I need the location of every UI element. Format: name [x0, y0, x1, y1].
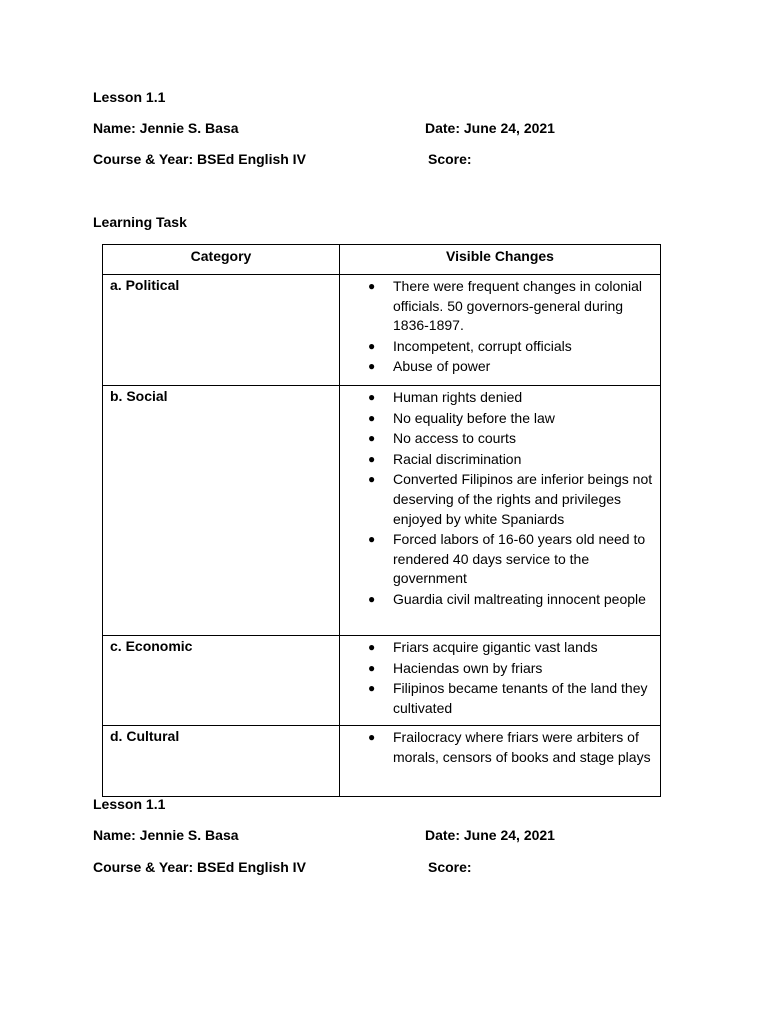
category-cell: a. Political	[103, 275, 340, 386]
list-item: ● Converted Filipinos are inferior beings not deserving of the rights and privileges enjoyed by white Spaniards	[368, 471, 653, 527]
section-title: Learning Task	[93, 214, 187, 230]
visible-changes-column-header: Visible Changes	[340, 245, 661, 275]
table-row-cultural	[103, 726, 661, 797]
changes-cell	[340, 726, 661, 797]
list-item: ● No equality before the law	[340, 409, 654, 429]
course-year-repeat: Course & Year: BSEd English IV	[93, 859, 306, 875]
changes-cell	[340, 636, 661, 726]
bullet-icon: ●	[368, 640, 376, 654]
learning-task-table	[102, 244, 661, 797]
list-item: ● Forced labors of 16-60 years old need to rendered 40 days service to the government	[368, 531, 646, 587]
bullet-icon: ●	[368, 681, 376, 696]
changes-cell	[340, 386, 661, 636]
bullet-icon: ●	[368, 279, 376, 293]
bullet-icon: ●	[368, 431, 376, 446]
bullet-icon: ●	[368, 660, 376, 675]
category-cell: b. Social	[103, 386, 340, 636]
changes-list	[340, 728, 654, 767]
category-cell: d. Cultural	[103, 726, 340, 797]
list-item: ● Guardia civil maltreating innocent people	[340, 590, 654, 610]
bullet-icon: ●	[368, 338, 376, 353]
table-row-economic	[103, 636, 661, 726]
bullet-icon: ●	[368, 532, 376, 547]
bullet-icon: ●	[368, 591, 376, 606]
list-item: ● Racial discrimination	[340, 450, 654, 470]
changes-list	[340, 277, 654, 377]
list-item: ● Haciendas own by friars	[340, 659, 654, 679]
list-item: ● Frailocracy where friars were arbiters of morals, censors of books and stage plays	[368, 729, 651, 765]
submission-date-repeat: Date: June 24, 2021	[425, 827, 555, 843]
changes-cell	[340, 275, 661, 386]
list-item: ● No access to courts	[340, 429, 654, 449]
lesson-title: Lesson 1.1	[93, 89, 166, 105]
table-row-social	[103, 386, 661, 636]
list-item: ● Abuse of power	[340, 357, 654, 377]
changes-list	[340, 388, 654, 610]
submission-date: Date: June 24, 2021	[425, 120, 555, 136]
list-item: ● Human rights denied	[340, 388, 654, 408]
table-row-political	[103, 275, 661, 386]
list-item: ● Incompetent, corrupt officials	[340, 337, 654, 357]
bullet-icon: ●	[368, 472, 376, 487]
score-label: Score:	[428, 151, 472, 167]
category-column-header: Category	[103, 245, 340, 275]
list-item: ● Filipinos became tenants of the land they cultivated	[368, 680, 648, 716]
list-item: ● There were frequent changes in colonial officials. 50 governors-general during 1836-1897.	[368, 278, 643, 334]
category-cell: c. Economic	[103, 636, 340, 726]
course-year: Course & Year: BSEd English IV	[93, 151, 306, 167]
list-item: ● Friars acquire gigantic vast lands	[340, 638, 654, 658]
bullet-icon: ●	[368, 410, 376, 425]
bullet-icon: ●	[368, 390, 376, 404]
bullet-icon: ●	[368, 730, 376, 745]
bullet-icon: ●	[368, 359, 376, 374]
changes-list	[340, 638, 654, 718]
student-name: Name: Jennie S. Basa	[93, 120, 239, 136]
bullet-icon: ●	[368, 451, 376, 466]
student-name-repeat: Name: Jennie S. Basa	[93, 827, 239, 843]
table-header-row	[103, 245, 661, 275]
score-label-repeat: Score:	[428, 859, 472, 875]
lesson-title-repeat: Lesson 1.1	[93, 796, 166, 812]
